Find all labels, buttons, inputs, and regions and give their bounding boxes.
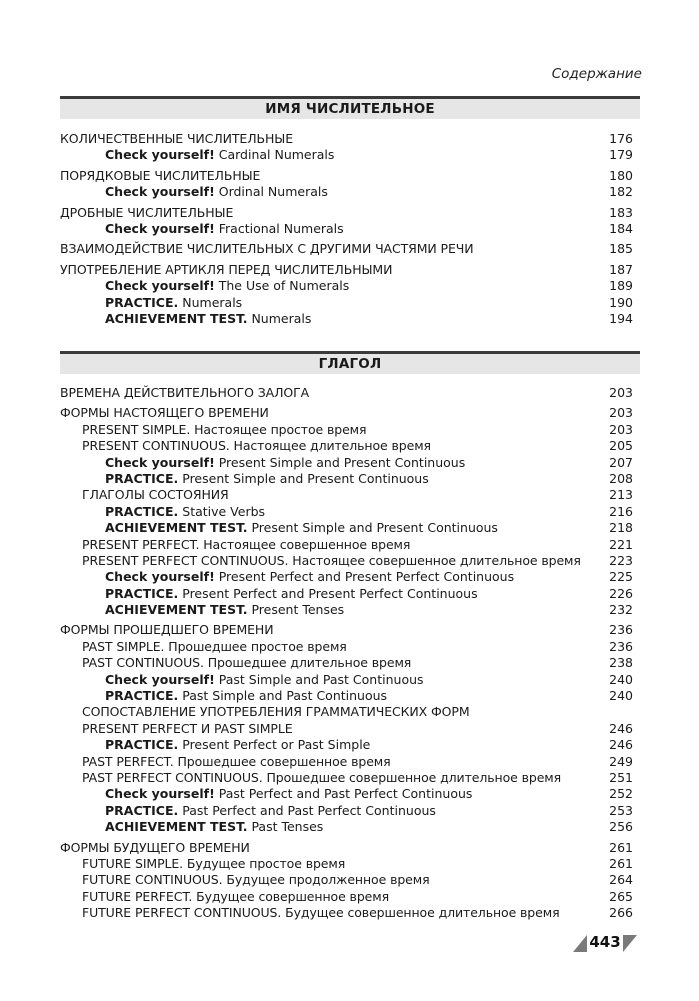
- toc-entry-title: [105, 737, 370, 753]
- toc-entry-text: PAST SIMPLE. Прошедшее простое время: [82, 638, 347, 654]
- toc-entry-title: [105, 471, 429, 487]
- toc-entry-title: [60, 205, 233, 221]
- toc-entry: [60, 221, 633, 237]
- toc-entry-page: 251: [609, 769, 633, 785]
- toc-entry-title: [60, 241, 474, 257]
- toc-entry: [60, 721, 633, 737]
- toc-entry-text: ВЗАИМОДЕЙСТВИЕ ЧИСЛИТЕЛЬНЫХ С ДРУГИМИ ЧАСТЯМИ РЕЧИ: [60, 241, 474, 257]
- toc-entry-page: 223: [609, 552, 633, 568]
- toc-entry-text: ФОРМЫ ПРОШЕДШЕГО ВРЕМЕНИ: [60, 622, 274, 638]
- toc-entry-page: 256: [609, 819, 633, 835]
- toc-entry-text: Numerals: [178, 294, 243, 310]
- toc-entry: [60, 422, 633, 438]
- toc-entry: [60, 205, 633, 221]
- toc-entry-title: [105, 295, 242, 311]
- toc-entry: [60, 385, 633, 401]
- toc-entry-title: [82, 704, 470, 720]
- toc-entry-keyword: ACHIEVEMENT TEST.: [105, 520, 248, 536]
- toc-entry-page: 203: [609, 421, 633, 437]
- toc-entry-title: [105, 586, 478, 602]
- toc-entry-keyword: Check yourself!: [105, 147, 215, 163]
- toc-entry: [60, 840, 633, 856]
- toc-entry-page: 184: [609, 220, 633, 236]
- toc-entry-text: ФОРМЫ БУДУЩЕГО ВРЕМЕНИ: [60, 839, 250, 855]
- toc-entry-page: 236: [609, 622, 633, 638]
- toc-entry-text: Present Tenses: [247, 602, 345, 618]
- toc-entry-text: ПОРЯДКОВЫЕ ЧИСЛИТЕЛЬНЫЕ: [60, 167, 261, 183]
- toc-entry: [60, 262, 633, 278]
- toc-entry-text: Past Simple and Past Continuous: [178, 688, 388, 704]
- toc-entry: [60, 856, 633, 872]
- toc-entry-title: [60, 405, 269, 421]
- toc-entry-text: Present Simple and Present Continuous: [214, 454, 466, 470]
- toc-entry-keyword: Check yourself!: [105, 278, 215, 294]
- toc-entry-keyword: PRACTICE.: [105, 737, 179, 753]
- toc-entry-keyword: PRACTICE.: [105, 585, 179, 601]
- toc-entry: [60, 602, 633, 618]
- toc-entry-title: [105, 278, 349, 294]
- toc-entry-title: [82, 889, 389, 905]
- toc-entry-page: 246: [609, 720, 633, 736]
- toc-entry-title: [82, 754, 391, 770]
- toc-entry-page: 261: [609, 855, 633, 871]
- toc-entry-title: [82, 872, 430, 888]
- toc-entry-keyword: Check yourself!: [105, 671, 215, 687]
- toc-entry: [60, 455, 633, 471]
- toc-entry: [60, 147, 633, 163]
- toc-entry-page: 226: [609, 585, 633, 601]
- toc-entry: [60, 786, 633, 802]
- toc-entry-text: ФОРМЫ НАСТОЯЩЕГО ВРЕМЕНИ: [60, 405, 269, 421]
- toc-entry: [60, 704, 633, 720]
- toc-entry-page: 240: [609, 671, 633, 687]
- toc-entry-page: 264: [609, 872, 633, 888]
- toc-entry: [60, 405, 633, 421]
- toc-entry: [60, 184, 633, 200]
- toc-group: [60, 405, 633, 618]
- toc-entry: [60, 569, 633, 585]
- toc-entry-keyword: PRACTICE.: [105, 470, 179, 486]
- toc-entry-page: 183: [609, 204, 633, 220]
- toc-entry-text: PRESENT SIMPLE. Настоящее простое время: [82, 421, 367, 437]
- toc-entry: [60, 905, 633, 921]
- toc-entry-text: Stative Verbs: [178, 503, 266, 519]
- toc-entry-text: Present Simple and Present Continuous: [178, 470, 429, 486]
- toc-entry-keyword: PRACTICE.: [105, 688, 179, 704]
- toc-entry: [60, 688, 633, 704]
- toc-entry-keyword: PRACTICE.: [105, 802, 179, 818]
- toc-entry-text: СОПОСТАВЛЕНИЕ УПОТРЕБЛЕНИЯ ГРАММАТИЧЕСКИХ ФОРМ: [82, 704, 470, 720]
- toc-entry-title: [60, 840, 250, 856]
- toc-group: [60, 241, 633, 257]
- toc-entry: [60, 754, 633, 770]
- toc-entry-title: [60, 385, 309, 401]
- toc-entry-text: Present Perfect and Present Perfect Continuous: [178, 585, 478, 601]
- toc-entry-text: ДРОБНЫЕ ЧИСЛИТЕЛЬНЫЕ: [60, 204, 234, 220]
- toc-entry-text: PAST CONTINUOUS. Прошедшее длительное время: [82, 655, 412, 671]
- toc-entry-title: [105, 569, 514, 585]
- toc-entry-keyword: Check yourself!: [105, 184, 215, 200]
- toc-entry-text: FUTURE PERFECT CONTINUOUS. Будущее совершенное длительное время: [82, 905, 560, 921]
- toc-list-verb: [60, 385, 633, 926]
- toc-entry-text: ВРЕМЕНА ДЕЙСТВИТЕЛЬНОГО ЗАЛОГА: [60, 385, 310, 400]
- toc-entry-title: [105, 672, 424, 688]
- toc-entry-text: PRESENT PERFECT CONTINUOUS. Настоящее совершенное длительное время: [82, 552, 581, 568]
- page-number: 443: [589, 933, 621, 951]
- toc-entry-page: 225: [609, 569, 633, 585]
- toc-entry: [60, 278, 633, 294]
- toc-entry-text: Present Perfect and Present Perfect Continuous: [214, 569, 515, 585]
- toc-entry: [60, 672, 633, 688]
- toc-entry-title: [105, 147, 334, 163]
- toc-entry: [60, 586, 633, 602]
- toc-entry-title: [105, 688, 387, 704]
- toc-entry-title: [82, 438, 431, 454]
- toc-list-numerals: [60, 131, 633, 331]
- toc-entry-page: 266: [609, 905, 633, 921]
- toc-entry-page: 203: [609, 385, 633, 400]
- toc-entry: [60, 131, 633, 147]
- toc-entry-page: 205: [609, 438, 633, 454]
- toc-entry-page: 189: [609, 278, 633, 294]
- toc-entry-text: Numerals: [247, 310, 312, 326]
- toc-entry-text: Ordinal Numerals: [214, 184, 328, 200]
- toc-entry: [60, 819, 633, 835]
- page-number-badge: [573, 931, 637, 953]
- toc-entry-page: 249: [609, 753, 633, 769]
- toc-entry-title: [105, 520, 498, 536]
- toc-entry-text: FUTURE PERFECT. Будущее совершенное время: [82, 888, 389, 904]
- toc-entry-page: 182: [609, 184, 633, 200]
- toc-entry-title: [105, 786, 472, 802]
- toc-entry-text: Past Tenses: [247, 819, 324, 835]
- toc-entry-page: 194: [609, 310, 633, 326]
- toc-entry-page: 221: [609, 536, 633, 552]
- toc-entry-keyword: Check yourself!: [105, 569, 215, 585]
- toc-entry: [60, 770, 633, 786]
- toc-entry-title: [60, 131, 293, 147]
- toc-group: [60, 262, 633, 328]
- toc-entry-text: FUTURE SIMPLE. Будущее простое время: [82, 855, 346, 871]
- toc-entry-page: 240: [609, 688, 633, 704]
- toc-entry: [60, 872, 633, 888]
- toc-group: [60, 840, 633, 922]
- toc-entry: [60, 504, 633, 520]
- toc-entry-title: [105, 455, 465, 471]
- toc-entry-text: Cardinal Numerals: [214, 147, 335, 163]
- toc-entry: [60, 737, 633, 753]
- toc-entry-keyword: Check yourself!: [105, 220, 215, 236]
- toc-entry-text: FUTURE CONTINUOUS. Будущее продолженное время: [82, 872, 430, 888]
- toc-entry-text: УПОТРЕБЛЕНИЕ АРТИКЛЯ ПЕРЕД ЧИСЛИТЕЛЬНЫМИ: [60, 261, 393, 277]
- toc-entry: [60, 889, 633, 905]
- toc-entry-page: 232: [609, 602, 633, 618]
- toc-entry-title: [82, 856, 345, 872]
- toc-entry-text: КОЛИЧЕСТВЕННЫЕ ЧИСЛИТЕЛЬНЫЕ: [60, 131, 293, 146]
- toc-entry-keyword: PRACTICE.: [105, 503, 179, 519]
- toc-entry-text: PRESENT CONTINUOUS. Настоящее длительное время: [82, 438, 431, 454]
- toc-entry-text: PRESENT PERFECT. Настоящее совершенное время: [82, 536, 411, 552]
- toc-entry-page: 216: [609, 503, 633, 519]
- toc-entry-title: [82, 537, 410, 553]
- toc-group: [60, 131, 633, 164]
- toc-entry-title: [105, 803, 436, 819]
- section-header-numerals: ИМЯ ЧИСЛИТЕЛЬНОЕ: [60, 96, 640, 119]
- toc-entry-title: [105, 184, 328, 200]
- toc-entry-title: [60, 168, 260, 184]
- toc-entry-page: 213: [609, 487, 633, 503]
- toc-entry-keyword: ACHIEVEMENT TEST.: [105, 310, 248, 326]
- toc-entry-title: [82, 422, 366, 438]
- toc-entry-title: [82, 905, 559, 921]
- toc-entry-text: PRESENT PERFECT И PAST SIMPLE: [82, 720, 293, 736]
- toc-entry: [60, 438, 633, 454]
- toc-entry-page: 236: [609, 638, 633, 654]
- toc-entry: [60, 639, 633, 655]
- toc-entry-title: [82, 553, 581, 569]
- toc-entry: [60, 168, 633, 184]
- toc-entry-keyword: Check yourself!: [105, 786, 215, 802]
- toc-entry-title: [82, 639, 347, 655]
- toc-entry-page: 208: [609, 470, 633, 486]
- toc-group: [60, 385, 633, 401]
- toc-entry-title: [105, 504, 265, 520]
- toc-entry-keyword: ACHIEVEMENT TEST.: [105, 602, 248, 618]
- toc-entry-title: [105, 602, 344, 618]
- toc-entry-page: 190: [609, 294, 633, 310]
- toc-group: [60, 205, 633, 238]
- toc-entry: [60, 471, 633, 487]
- section-header-verb: ГЛАГОЛ: [60, 351, 640, 374]
- toc-entry-page: 180: [609, 167, 633, 183]
- toc-entry-keyword: PRACTICE.: [105, 294, 179, 310]
- toc-entry-page: 207: [609, 454, 633, 470]
- toc-entry-title: [82, 655, 411, 671]
- toc-entry-keyword: ACHIEVEMENT TEST.: [105, 819, 248, 835]
- toc-entry-text: Present Simple and Present Continuous: [247, 520, 498, 536]
- toc-entry-text: PAST PERFECT CONTINUOUS. Прошедшее совершенное длительное время: [82, 769, 562, 785]
- toc-entry-page: 253: [609, 802, 633, 818]
- toc-entry-text: Past Perfect and Past Perfect Continuous: [214, 786, 473, 802]
- toc-entry: [60, 553, 633, 569]
- toc-entry-keyword: Check yourself!: [105, 454, 215, 470]
- toc-entry-text: The Use of Numerals: [214, 278, 350, 294]
- toc-entry-page: 203: [609, 405, 633, 421]
- toc-entry-page: 176: [609, 131, 633, 146]
- toc-entry-page: 252: [609, 786, 633, 802]
- toc-entry-title: [60, 262, 392, 278]
- toc-entry-page: 218: [609, 520, 633, 536]
- toc-entry: [60, 803, 633, 819]
- toc-entry-title: [82, 770, 561, 786]
- toc-entry-page: 187: [609, 261, 633, 277]
- toc-entry: [60, 655, 633, 671]
- toc-entry-title: [105, 819, 323, 835]
- toc-entry-title: [60, 622, 273, 638]
- toc-entry-title: [82, 721, 293, 737]
- toc-entry-page: 185: [609, 241, 633, 257]
- toc-entry-title: [82, 487, 229, 503]
- toc-entry-page: 246: [609, 737, 633, 753]
- toc-entry: [60, 520, 633, 536]
- toc-group: [60, 622, 633, 835]
- toc-entry: [60, 241, 633, 257]
- toc-entry-text: Past Perfect and Past Perfect Continuous: [178, 802, 436, 818]
- toc-entry-text: Past Simple and Past Continuous: [214, 671, 424, 687]
- toc-entry: [60, 487, 633, 503]
- toc-entry-text: Fractional Numerals: [214, 220, 344, 236]
- toc-entry-page: 261: [609, 839, 633, 855]
- toc-group: [60, 168, 633, 201]
- toc-entry-page: 238: [609, 655, 633, 671]
- toc-entry-text: PAST PERFECT. Прошедшее совершенное время: [82, 753, 391, 769]
- toc-entry-text: ГЛАГОЛЫ СОСТОЯНИЯ: [82, 487, 229, 503]
- toc-entry-title: [105, 311, 311, 327]
- toc-entry-text: Present Perfect or Past Simple: [178, 737, 371, 753]
- toc-entry: [60, 537, 633, 553]
- toc-entry: [60, 622, 633, 638]
- toc-entry-page: 179: [609, 147, 633, 163]
- toc-entry-page: 265: [609, 888, 633, 904]
- toc-entry-title: [105, 221, 344, 237]
- toc-entry: [60, 311, 633, 327]
- running-head: Содержание: [551, 66, 642, 82]
- toc-entry: [60, 295, 633, 311]
